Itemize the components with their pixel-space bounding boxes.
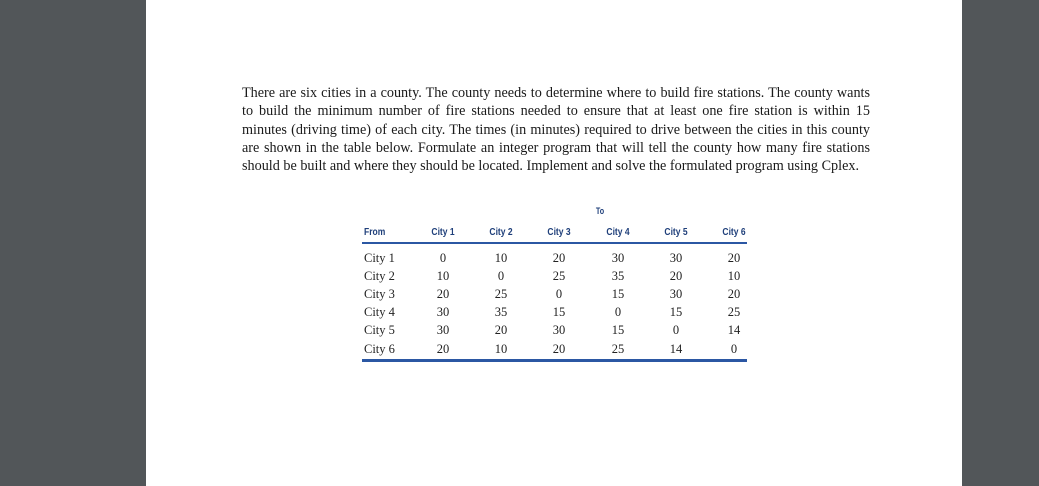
table-cell: 30 [669,251,683,265]
table-cell: 20 [436,287,450,302]
row-label: City 5 [364,323,395,338]
from-header: From [364,227,386,238]
row-label: City 3 [364,287,395,302]
row-label: City 2 [364,269,395,284]
row-label: City 1 [364,251,395,265]
column-header-city-4: City 4 [606,227,630,238]
table-cell: 20 [727,251,741,265]
table-cell: 30 [611,251,625,265]
table-row [362,287,747,305]
table-cell: 15 [611,287,625,302]
row-label: City 6 [364,341,395,356]
column-header-city-5: City 5 [664,227,688,238]
table-cell: 10 [494,251,508,265]
table-cell: 15 [669,305,683,320]
table-cell: 14 [669,341,683,356]
column-header-city-1: City 1 [431,227,455,238]
table-cell: 25 [611,341,625,356]
table-cell: 30 [436,323,450,338]
table-cell: 0 [730,341,738,356]
table-cell: 20 [727,287,741,302]
column-header-city-6: City 6 [722,227,746,238]
row-label: City 4 [364,305,395,320]
table-cell: 20 [552,341,566,356]
table-cell: 25 [552,269,566,284]
table-cell: 0 [614,305,622,320]
table-cell: 14 [727,323,741,338]
column-header-city-2: City 2 [489,227,513,238]
table-cell: 35 [494,305,508,320]
table-cell: 25 [494,287,508,302]
table-cell: 20 [494,323,508,338]
table-cell: 0 [555,287,563,302]
table-cell: 15 [611,323,625,338]
table-cell: 0 [497,269,505,284]
table-cell: 10 [436,269,450,284]
to-label: To [595,206,605,216]
table-cell: 35 [611,269,625,284]
table-row [362,342,747,360]
table-cell: 30 [436,305,450,320]
table-cell: 20 [436,341,450,356]
table-cell: 25 [727,305,741,320]
table-cell: 30 [669,287,683,302]
table-cell: 0 [439,251,447,265]
table-header-row [362,224,747,244]
table-cell: 20 [552,251,566,265]
table-cell: 15 [552,305,566,320]
table-row [362,305,747,323]
table-cell: 30 [552,323,566,338]
table-cell: 0 [672,323,680,338]
problem-statement: There are six cities in a county. The county needs to determine where to build fire stations. The county wants to build the minimum number of fire stations needed to ensure that at least one fire station is within 15 minutes (driving time) of each city. The times (in minutes) required to drive between the cities in this county are shown in the table below. Formulate an integer program that will tell the county how many fire stations should be built and where they should be located. Implement and solve the formulated program using Cplex. [242,85,870,175]
table-cell: 20 [669,269,683,284]
table-bottom-rule [362,359,747,362]
table-row [362,323,747,341]
table-row [362,251,747,269]
column-header-city-3: City 3 [547,227,571,238]
table-row [362,269,747,287]
table-cell: 10 [727,269,741,284]
document-page [146,0,962,486]
table-cell: 10 [494,341,508,356]
